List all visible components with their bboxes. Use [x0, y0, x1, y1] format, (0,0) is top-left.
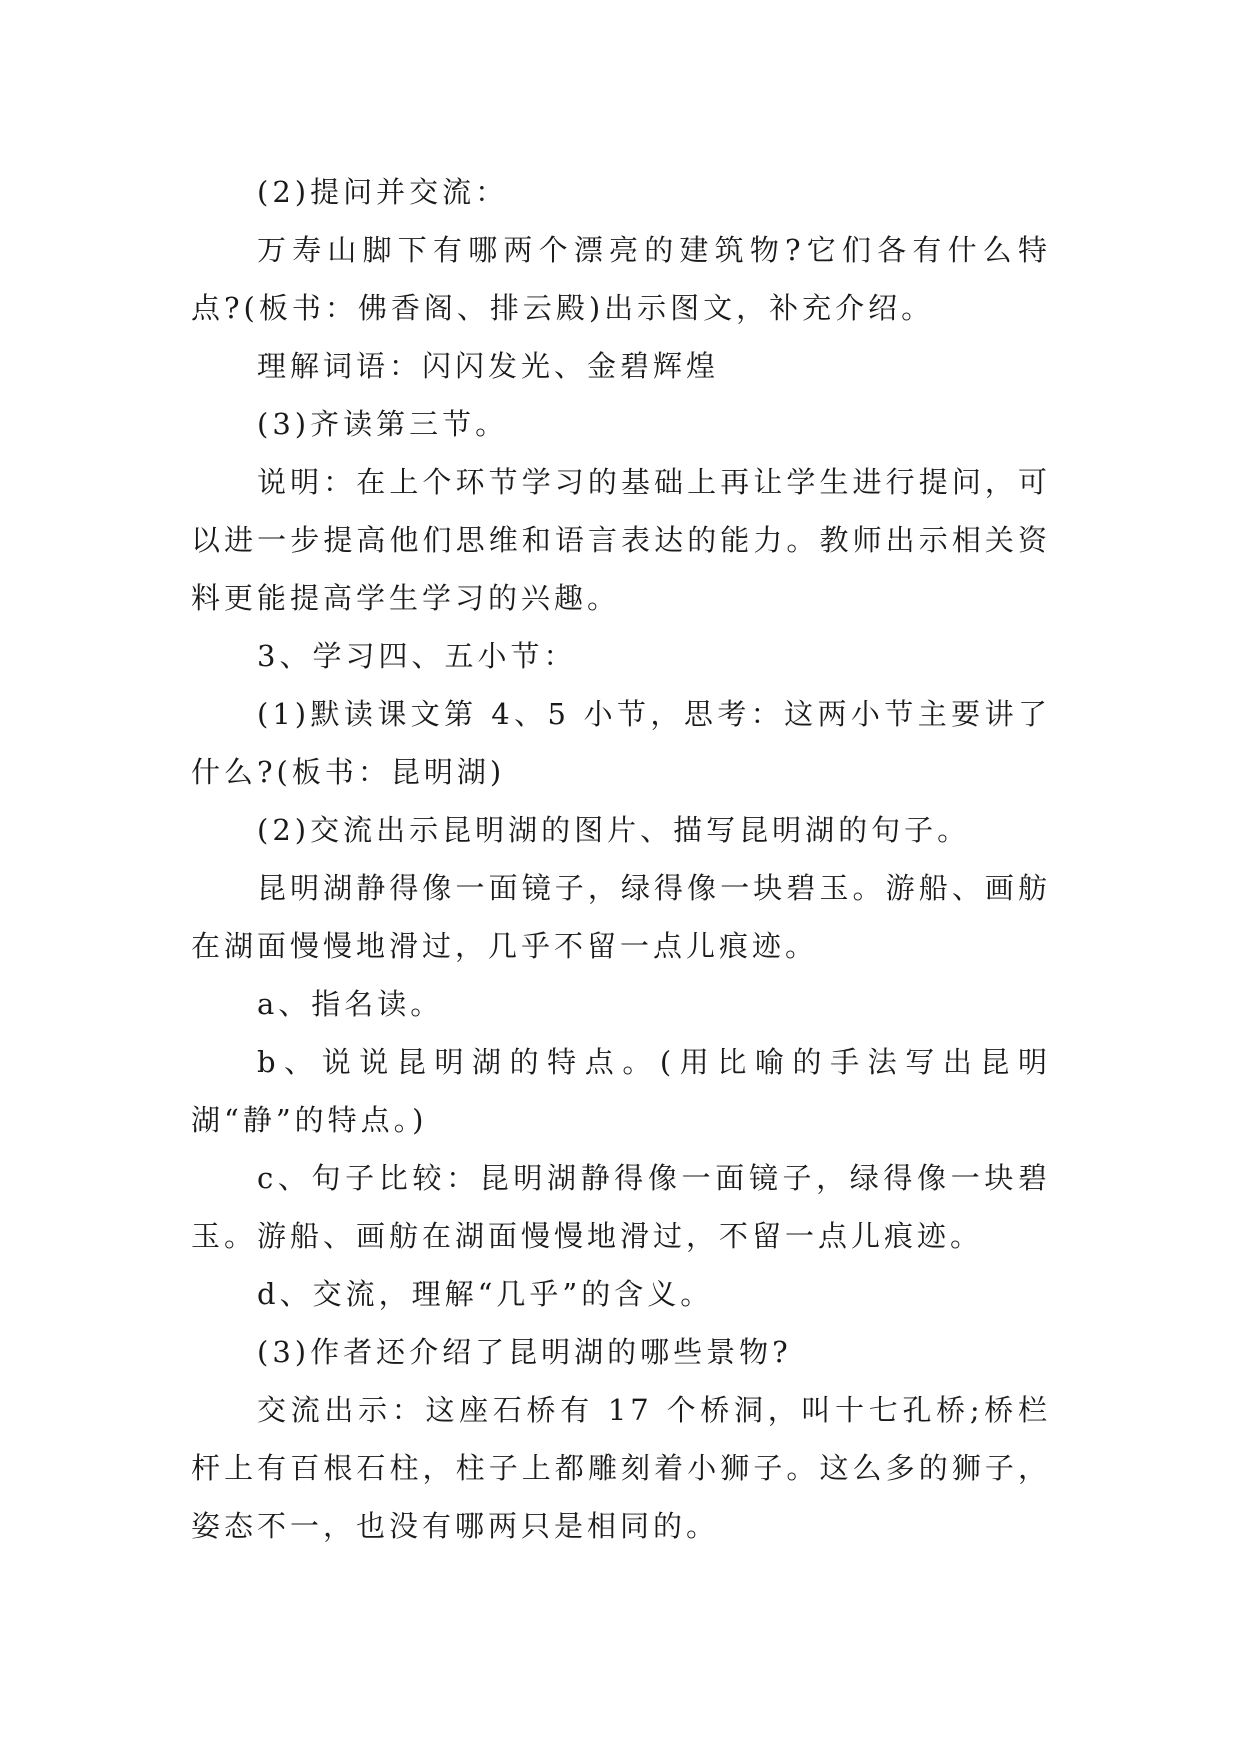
paragraph: 昆明湖静得像一面镜子，绿得像一块碧玉。游船、画舫在湖面慢慢地滑过，几乎不留一点儿痕迹。 [191, 871, 1051, 963]
paragraph: c、句子比较：昆明湖静得像一面镜子，绿得像一块碧玉。游船、画舫在湖面慢慢地滑过，不留一点儿痕迹。 [191, 1161, 1051, 1253]
paragraph: (2)交流出示昆明湖的图片、描写昆明湖的句子。 [257, 813, 971, 847]
document-body [191, 163, 1051, 1555]
paragraph: d、交流，理解“几乎”的含义。 [257, 1277, 714, 1311]
paragraph: b、说说昆明湖的特点。(用比喻的手法写出昆明湖“静”的特点。) [191, 1045, 1051, 1137]
paragraph: 交流出示：这座石桥有 17 个桥洞，叫十七孔桥;桥栏杆上有百根石柱，柱子上都雕刻着小狮子。这么多的狮子，姿态不一，也没有哪两只是相同的。 [191, 1393, 1051, 1543]
paragraph: (2)提问并交流： [257, 175, 509, 209]
paragraph: (3)作者还介绍了昆明湖的哪些景物? [257, 1335, 792, 1369]
paragraph: (1)默读课文第 4、5 小节，思考：这两小节主要讲了什么?(板书：昆明湖) [191, 697, 1051, 789]
paragraph: a、指名读。 [257, 987, 444, 1021]
paragraph: 3、学习四、五小节： [257, 639, 577, 673]
paragraph: 说明：在上个环节学习的基础上再让学生进行提问，可以进一步提高他们思维和语言表达的能力。教师出示相关资料更能提高学生学习的兴趣。 [191, 465, 1051, 615]
paragraph: 理解词语：闪闪发光、金碧辉煌 [257, 349, 720, 383]
paragraph: (3)齐读第三节。 [257, 407, 509, 441]
paragraph: 万寿山脚下有哪两个漂亮的建筑物?它们各有什么特点?(板书：佛香阁、排云殿)出示图文，补充介绍。 [191, 233, 1051, 325]
